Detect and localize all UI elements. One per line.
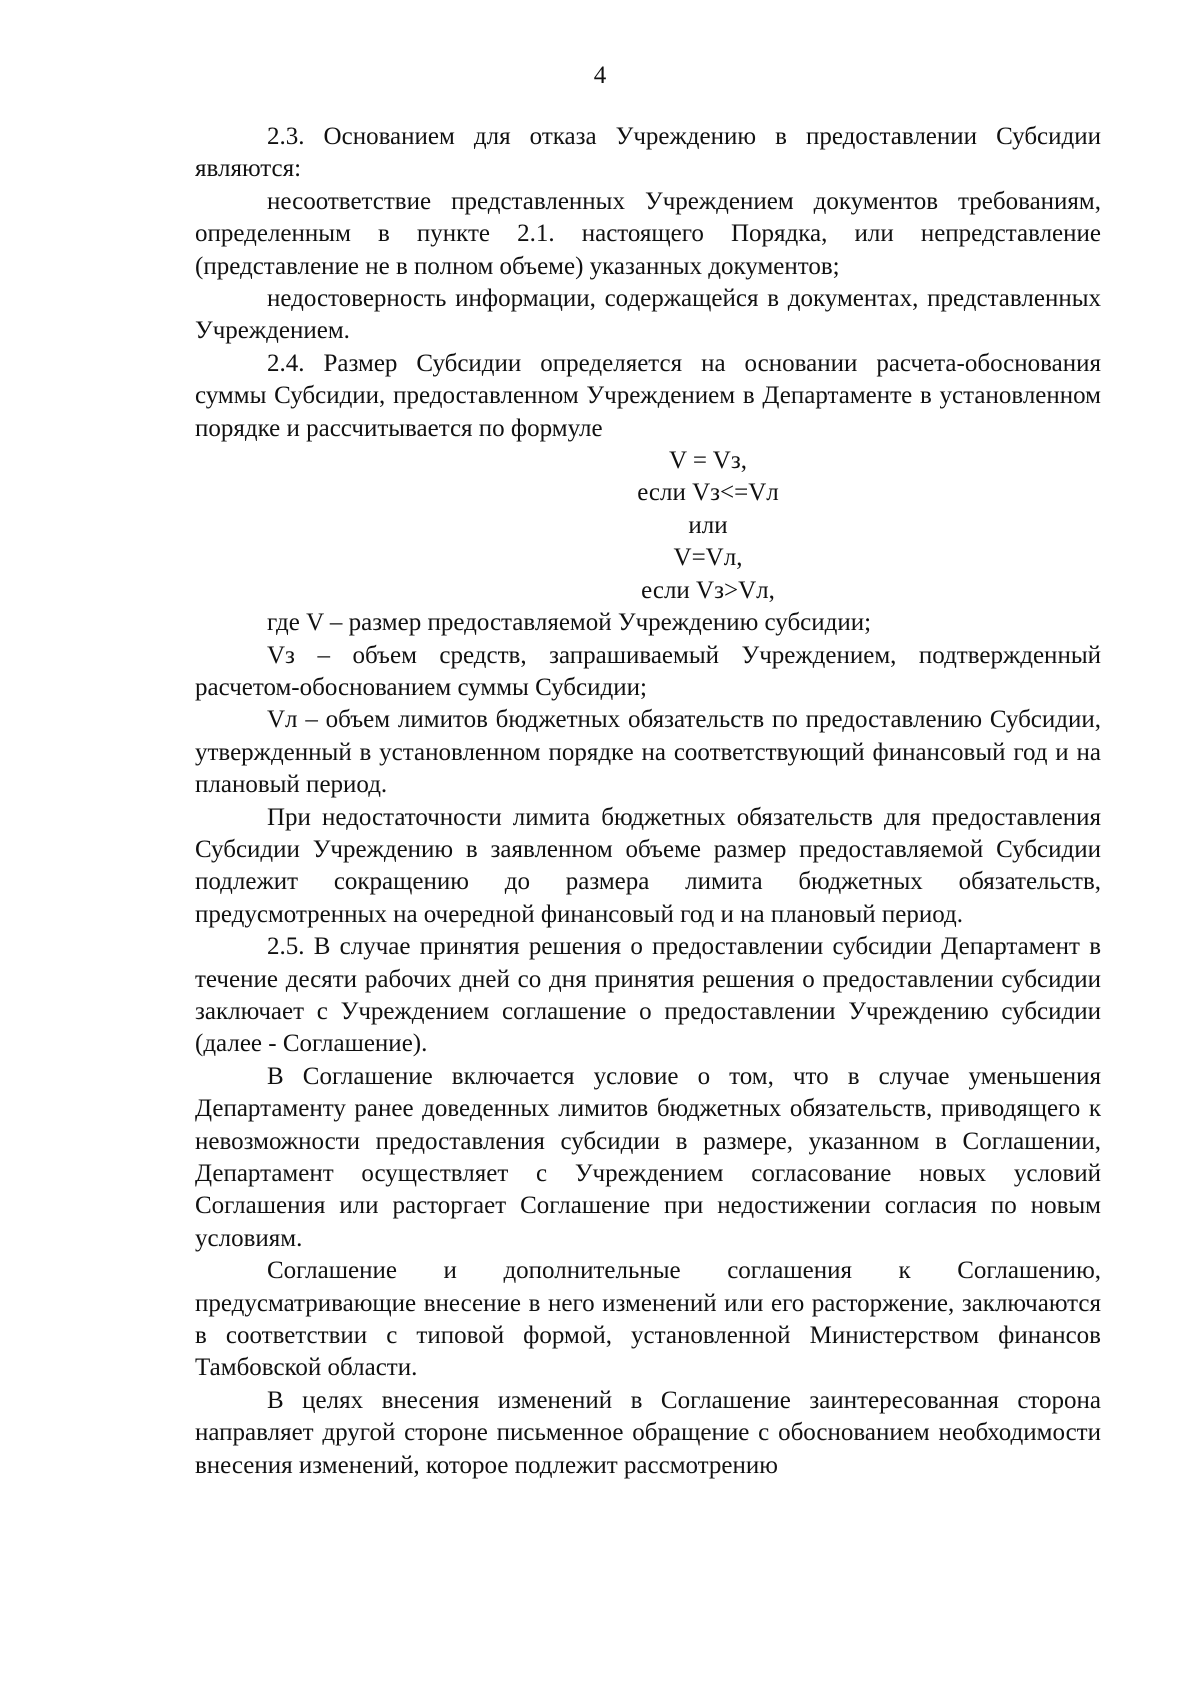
- paragraph-vz: Vз – объем средств, запрашиваемый Учреждением, подтвержденный расчетом-обоснованием суммы Субсидии;: [195, 641, 1101, 701]
- page-number: 4: [593, 62, 607, 89]
- paragraph-amendments: В целях внесения изменений в Соглашение заинтересованная сторона направляет другой стороне письменное обращение с обоснованием необходимости внесения изменений, которое подлежит рассмотрению: [195, 1386, 1101, 1479]
- paragraph-where-v: где V – размер предоставляемой Учреждению субсидии;: [267, 609, 872, 637]
- formula-line: если Vз>Vл,: [641, 576, 775, 604]
- paragraph-2-4: 2.4. Размер Субсидии определяется на основании расчета-обоснования суммы Субсидии, предоставленном Учреждением в Департаменте в установленном порядке и рассчитывается по формуле: [195, 349, 1101, 442]
- paragraph-2-3: 2.3. Основанием для отказа Учреждению в предоставлении Субсидии являются:: [195, 123, 1101, 183]
- paragraph-vl: Vл – объем лимитов бюджетных обязательств по предоставлению Субсидии, утвержденный в установленном порядке на соответствующий финансовый год и на плановый период.: [195, 706, 1101, 799]
- document-body: [195, 121, 1101, 1482]
- formula-line: если Vз<=Vл: [637, 479, 779, 507]
- formula-line: V = Vз,: [669, 447, 747, 475]
- paragraph-nonconformity: несоответствие представленных Учреждением документов требованиям, определенным в пункте 2.1. настоящего Порядка, или непредставление (представление не в полном объеме) указанных документов;: [195, 187, 1101, 280]
- paragraph-2-5: 2.5. В случае принятия решения о предоставлении субсидии Департамент в течение десяти рабочих дней со дня принятия решения о предоставлении субсидии заключает с Учреждением соглашение о предоставлении Учреждению субсидии (далее - Соглашение).: [195, 933, 1101, 1058]
- paragraph-insufficiency: При недостаточности лимита бюджетных обязательств для предоставления Субсидии Учреждению в заявленном объеме размер предоставляемой Субсидии подлежит сокращению до размера лимита бюджетных обязательств, предусмотренных на очередной финансовый год и на плановый период.: [195, 803, 1101, 928]
- formula-line: или: [688, 511, 728, 539]
- paragraph-agreement-condition: В Соглашение включается условие о том, что в случае уменьшения Департаменту ранее доведенных лимитов бюджетных обязательств, приводящего к невозможности предоставления субсидии в размере, указанном в Соглашении, Департамент осуществляет с Учреждением согласование новых условий Соглашения или расторгает Соглашение при недостижении согласия по новым условиям.: [195, 1062, 1101, 1252]
- paragraph-unreliability: недостоверность информации, содержащейся в документах, представленных Учреждением.: [195, 285, 1101, 345]
- formula-block: [195, 445, 1101, 607]
- formula-line: V=Vл,: [673, 544, 743, 572]
- paragraph-additional-agreements: Соглашение и дополнительные соглашения к Соглашению, предусматривающие внесение в него изменений или его расторжение, заключаются в соответствии с типовой формой, установленной Министерством финансов Тамбовской области.: [195, 1257, 1101, 1382]
